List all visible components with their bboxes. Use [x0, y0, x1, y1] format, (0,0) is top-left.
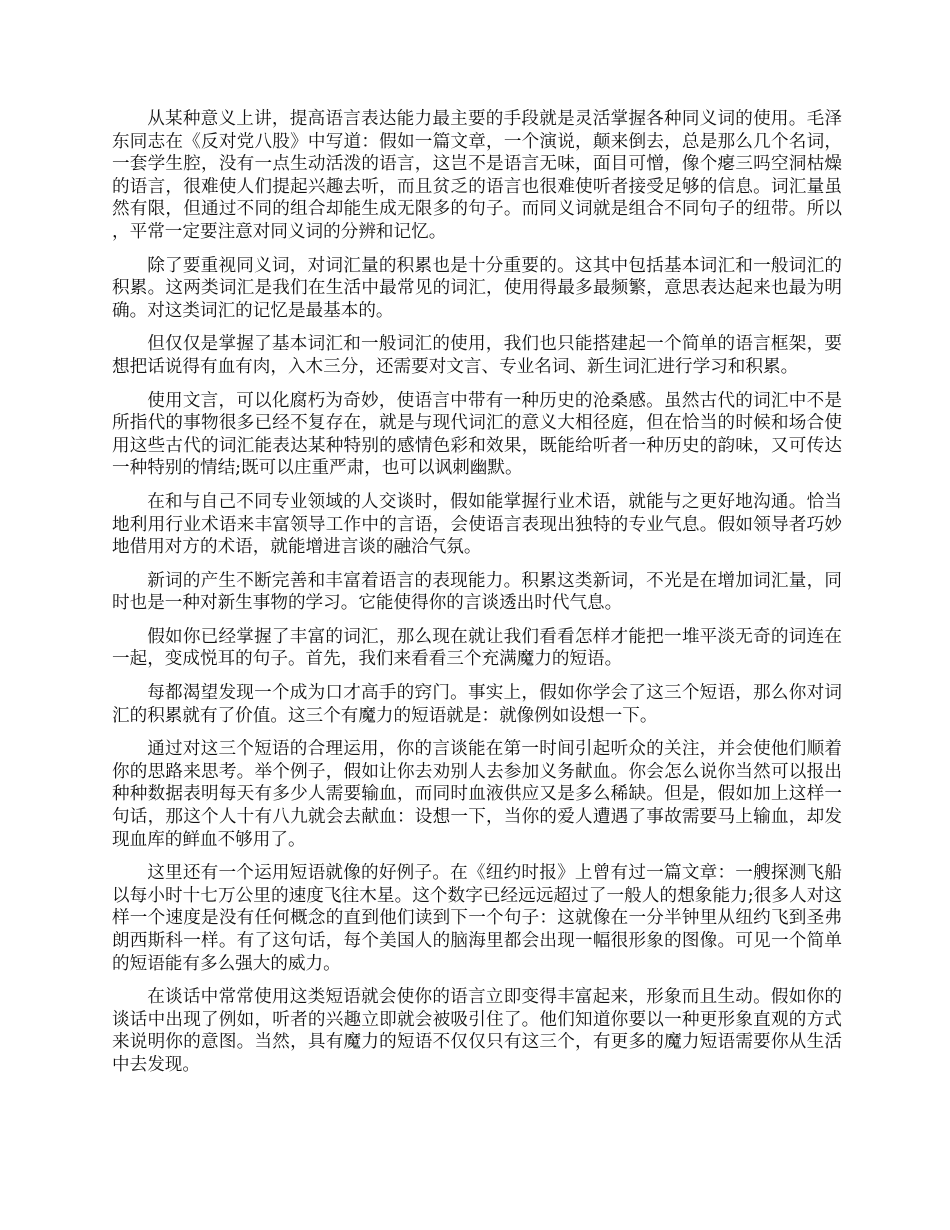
paragraph: 这里还有一个运用短语就像的好例子。在《纽约时报》上曾有过一篇文章：一艘探测飞船以每小时十七万公里的速度飞往木星。这个数字已经远远超过了一般人的想象能力;很多人对这样一个速度是没有任何概念的直到他们读到下一个句子：这就像在一分半钟里从纽约飞到圣弗朗西斯科一样。有了这句话，每个美国人的脑海里都会出现一幅很形象的图像。可见一个简单的短语能有多么强大的威力。 — [112, 863, 842, 974]
paragraph: 新词的产生不断完善和丰富着语言的表现能力。积累这类新词，不光是在增加词汇量，同时也是一种对新生事物的学习。它能使得你的言谈透出时代气息。 — [112, 570, 842, 614]
paragraph: 在和与自己不同专业领域的人交谈时，假如能掌握行业术语，就能与之更好地沟通。恰当地利用行业术语来丰富领导工作中的言语，会使语言表现出独特的专业气息。假如领导者巧妙地借用对方的术语，就能增进言谈的融洽气氛。 — [112, 491, 842, 558]
document-body — [112, 108, 842, 1088]
paragraph: 从某种意义上讲，提高语言表达能力最主要的手段就是灵活掌握各种同义词的使用。毛泽东同志在《反对党八股》中写道：假如一篇文章，一个演说，颠来倒去，总是那么几个名词，一套学生腔，没有一点生动活泼的语言，这岂不是语言无味，面目可憎，像个瘪三吗空洞枯燥的语言，很难使人们提起兴趣去听，而且贫乏的语言也很难使听者接受足够的信息。词汇量虽然有限，但通过不同的组合却能生成无限多的句子。而同义词就是组合不同句子的纽带。所以，平常一定要注意对同义词的分辨和记忆。 — [112, 109, 842, 242]
paragraph: 通过对这三个短语的合理运用，你的言谈能在第一时间引起听众的关注，并会使他们顺着你的思路来思考。举个例子，假如让你去劝别人去参加义务献血。你会怎么说你当然可以报出种种数据表明每天有多少人需要输血，而同时血液供应又是多么稀缺。但是，假如加上这样一句话，那这个人十有八九就会去献血：设想一下，当你的爱人遭遇了事故需要马上输血，却发现血库的鲜血不够用了。 — [112, 739, 842, 850]
paragraph: 每都渴望发现一个成为口才高手的窍门。事实上，假如你学会了这三个短语，那么你对词汇的积累就有了价值。这三个有魔力的短语就是：就像例如设想一下。 — [112, 683, 842, 726]
paragraph: 但仅仅是掌握了基本词汇和一般词汇的使用，我们也只能搭建起一个简单的语言框架，要想把话说得有血有肉，入木三分，还需要对文言、专业名词、新生词汇进行学习和积累。 — [112, 334, 842, 377]
paragraph: 在谈话中常常使用这类短语就会使你的语言立即变得丰富起来，形象而且生动。假如你的谈话中出现了例如，听者的兴趣立即就会被吸引住了。他们知道你要以一种更形象直观的方式来说明你的意图。当然，具有魔力的短语不仅仅只有这三个，有更多的魔力短语需要你从生活中去发现。 — [112, 987, 842, 1075]
paragraph: 假如你已经掌握了丰富的词汇，那么现在就让我们看看怎样才能把一堆平淡无奇的词连在一起，变成悦耳的句子。首先，我们来看看三个充满魔力的短语。 — [112, 626, 842, 670]
paragraph: 除了要重视同义词，对词汇量的积累也是十分重要的。这其中包括基本词汇和一般词汇的积累。这两类词汇是我们在生活中最常见的词汇，使用得最多最频繁，意思表达起来也最为明确。对这类词汇的记忆是最基本的。 — [112, 255, 842, 321]
paragraph: 使用文言，可以化腐朽为奇妙，使语言中带有一种历史的沧桑感。虽然古代的词汇中不是所指代的事物很多已经不复存在，就是与现代词汇的意义大相径庭，但在恰当的时候和场合使用这些古代的词汇能表达某种特别的感情色彩和效果，既能给听者一种历史的韵味，又可传达一种特别的情结;既可以庄重严肃，也可以讽刺幽默。 — [112, 390, 842, 479]
